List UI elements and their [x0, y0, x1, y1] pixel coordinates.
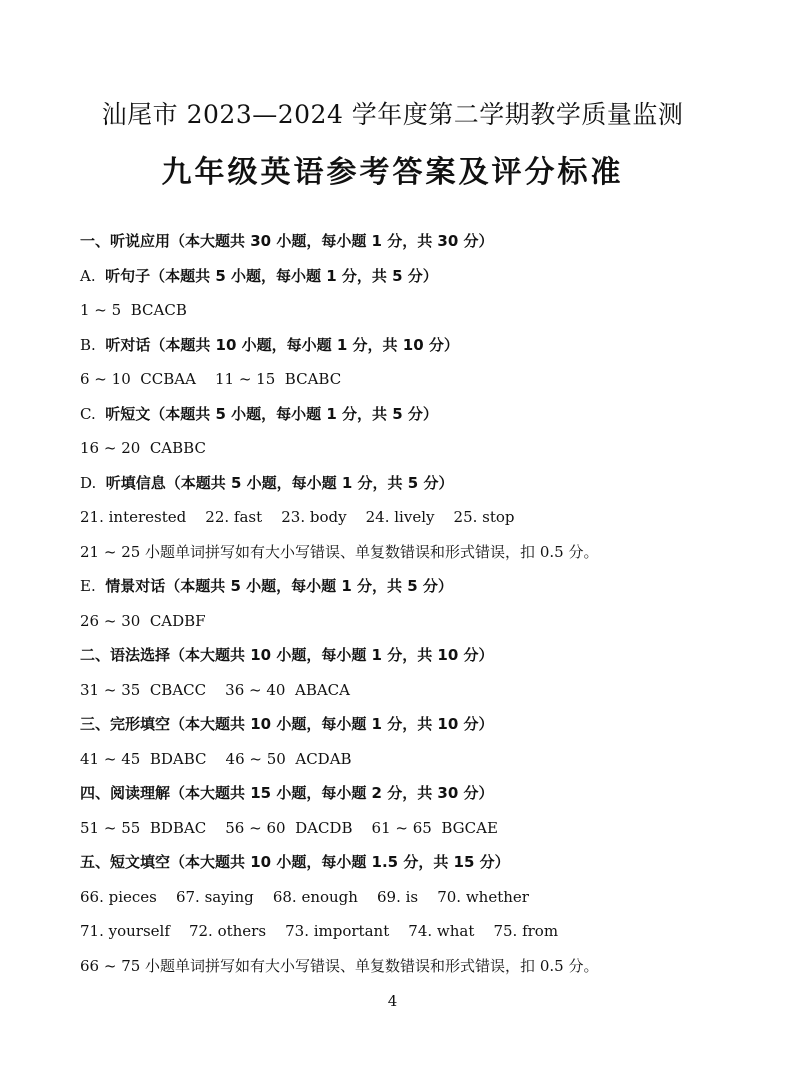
subsection-prefix: E.: [80, 577, 106, 595]
subsection-title: 听填信息（本题共 5 小题，每小题 1 分，共 5 分）: [105, 473, 454, 492]
answer-line: 26 ~ 30 CADBF: [80, 611, 206, 630]
subsection-prefix: D.: [80, 473, 106, 492]
subsection-title: 情景对话（本题共 5 小题，每小题 1 分，共 5 分）: [105, 577, 453, 595]
answer-line: 66. pieces 67. saying 68. enough 69. is 70. whether: [80, 887, 529, 906]
subsection-title: 听短文（本题共 5 小题，每小题 1 分，共 5 分）: [105, 404, 438, 423]
section-heading-grammar: 二、语法选择（本大题共 10 小题，每小题 1 分，共 10 分）: [80, 646, 494, 664]
scoring-note: 21 ~ 25 小题单词拼写如有大小写错误、单复数错误和形式错误，扣 0.5 分。: [80, 542, 599, 561]
answer-line: 71. yourself 72. others 73. important 74. what 75. from: [80, 922, 559, 940]
answer-line: 41 ~ 45 BDABC 46 ~ 50 ACDAB: [80, 749, 352, 768]
section-heading-listening: 一、听说应用（本大题共 30 小题，每小题 1 分，共 30 分）: [80, 232, 494, 250]
answer-line: 1 ~ 5 BCACB: [80, 301, 187, 319]
subsection-heading-b: [80, 332, 760, 367]
answer-line: 51 ~ 55 BDBAC 56 ~ 60 DACDB 61 ~ 65 BGCAE: [80, 818, 498, 837]
document-subtitle: 九年级英语参考答案及评分标准: [161, 155, 624, 190]
scoring-note: 66 ~ 75 小题单词拼写如有大小写错误、单复数错误和形式错误，扣 0.5 分。: [80, 956, 599, 975]
document-title: 汕尾市 2023—2024 学年度第二学期教学质量监测: [101, 100, 684, 129]
subsection-prefix: B.: [80, 335, 106, 354]
subsection-title: 听对话（本题共 10 小题，每小题 1 分，共 10 分）: [105, 335, 459, 354]
answer-line: 16 ~ 20 CABBC: [80, 439, 206, 457]
page-number: 4: [387, 992, 398, 1010]
subsection-heading-e: [80, 573, 760, 608]
answer-list: [80, 228, 760, 987]
subsection-heading-d: [80, 470, 760, 505]
section-heading-fill-blank: 五、短文填空（本大题共 10 小题，每小题 1.5 分，共 15 分）: [80, 853, 510, 871]
answer-line: 21. interested 22. fast 23. body 24. lively 25. stop: [80, 508, 515, 526]
subsection-prefix: C.: [80, 404, 106, 423]
subsection-heading-c: [80, 401, 760, 436]
subsection-prefix: A.: [80, 266, 106, 285]
answer-line: 31 ~ 35 CBACC 36 ~ 40 ABACA: [80, 680, 350, 699]
subsection-title: 听句子（本题共 5 小题，每小题 1 分，共 5 分）: [105, 266, 438, 285]
answer-line: 6 ~ 10 CCBAA 11 ~ 15 BCABC: [80, 370, 342, 388]
section-heading-reading: 四、阅读理解（本大题共 15 小题，每小题 2 分，共 30 分）: [80, 784, 494, 802]
subsection-heading-a: [80, 263, 760, 298]
section-heading-cloze: 三、完形填空（本大题共 10 小题，每小题 1 分，共 10 分）: [80, 715, 494, 733]
